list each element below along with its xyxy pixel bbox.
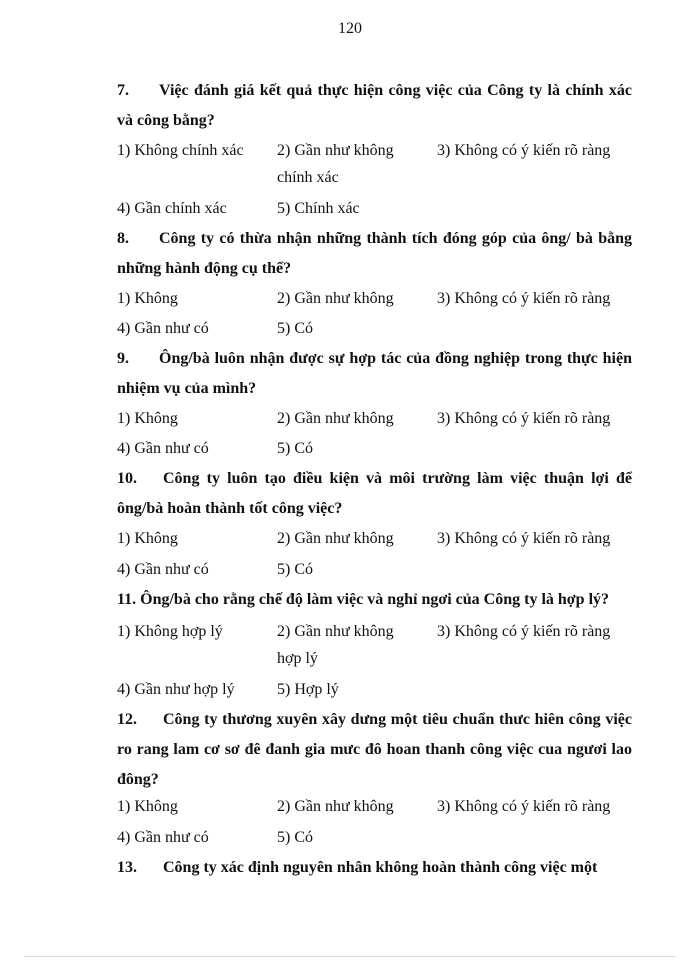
option-2: 2) Gần như không xyxy=(277,798,394,815)
question-number: 12. xyxy=(117,711,137,728)
option-3: 3) Không có ý kiến rõ ràng xyxy=(437,798,611,815)
option-5: 5) Chính xác xyxy=(277,200,360,217)
question-number: 13. xyxy=(117,859,137,876)
option-5: 5) Có xyxy=(277,561,313,578)
question-text: Công ty có thừa nhận những thành tích đóng góp của ông/ bà bằng những hành động cụ thể? xyxy=(117,230,632,277)
option-4: 4) Gần như hợp lý xyxy=(117,681,235,698)
question-text: Việc đánh giá kết quả thực hiện công việc của Công ty là chính xác và công bằng? xyxy=(117,82,632,129)
option-2: 2) Gần như không chính xác xyxy=(277,142,394,186)
option-5: 5) Hợp lý xyxy=(277,681,339,698)
question-number: 8. xyxy=(117,230,129,247)
question-number: 7. xyxy=(117,82,129,99)
question-7 xyxy=(117,76,632,136)
question-text: Công ty thương xuyên xây dưng một tiêu chuẩn thưc hiên công việc ro rang lam cơ sơ đê đanh gia mưc đô hoan thanh công việc cua ngươi lao đông? xyxy=(117,711,632,788)
question-text: Ông/bà luôn nhận được sự hợp tác của đồng nghiệp trong thực hiện nhiệm vụ của mình? xyxy=(117,350,632,397)
question-text: Ông/bà cho rằng chế độ làm việc và nghỉ ngơi của Công ty là hợp lý? xyxy=(140,591,610,608)
option-1: 1) Không xyxy=(117,530,178,547)
question-number: 11. xyxy=(117,591,137,608)
option-5: 5) Có xyxy=(277,440,313,457)
question-text: Công ty xác định nguyên nhân không hoàn thành công việc một xyxy=(163,859,598,876)
question-12 xyxy=(117,705,632,795)
option-1: 1) Không xyxy=(117,798,178,815)
option-3: 3) Không có ý kiến rõ ràng xyxy=(437,410,611,427)
question-number: 10. xyxy=(117,470,137,487)
option-4: 4) Gần như có xyxy=(117,561,209,578)
question-number: 9. xyxy=(117,350,129,367)
option-3: 3) Không có ý kiến rõ ràng xyxy=(437,623,611,640)
page-number: 120 xyxy=(338,20,362,37)
option-2: 2) Gần như không xyxy=(277,290,394,307)
option-4: 4) Gần như có xyxy=(117,320,209,337)
question-13 xyxy=(117,853,632,883)
option-3: 3) Không có ý kiến rõ ràng xyxy=(437,290,611,307)
option-5: 5) Có xyxy=(277,320,313,337)
option-1: 1) Không hợp lý xyxy=(117,623,223,640)
option-3: 3) Không có ý kiến rõ ràng xyxy=(437,142,611,159)
question-11 xyxy=(117,585,632,615)
option-5: 5) Có xyxy=(277,829,313,846)
option-2: 2) Gần như không hợp lý xyxy=(277,623,394,667)
option-1: 1) Không chính xác xyxy=(117,142,244,159)
option-1: 1) Không xyxy=(117,410,178,427)
option-2: 2) Gần như không xyxy=(277,530,394,547)
option-4: 4) Gần như có xyxy=(117,829,209,846)
option-4: 4) Gần chính xác xyxy=(117,200,227,217)
question-10 xyxy=(117,464,632,524)
option-4: 4) Gần như có xyxy=(117,440,209,457)
page-bottom-edge xyxy=(24,956,676,957)
question-text: Công ty luôn tạo điều kiện và môi trường làm việc thuận lợi để ông/bà hoàn thành tốt công việc? xyxy=(117,470,632,517)
option-2: 2) Gần như không xyxy=(277,410,394,427)
option-1: 1) Không xyxy=(117,290,178,307)
option-3: 3) Không có ý kiến rõ ràng xyxy=(437,530,611,547)
question-8 xyxy=(117,224,632,284)
question-9 xyxy=(117,344,632,404)
